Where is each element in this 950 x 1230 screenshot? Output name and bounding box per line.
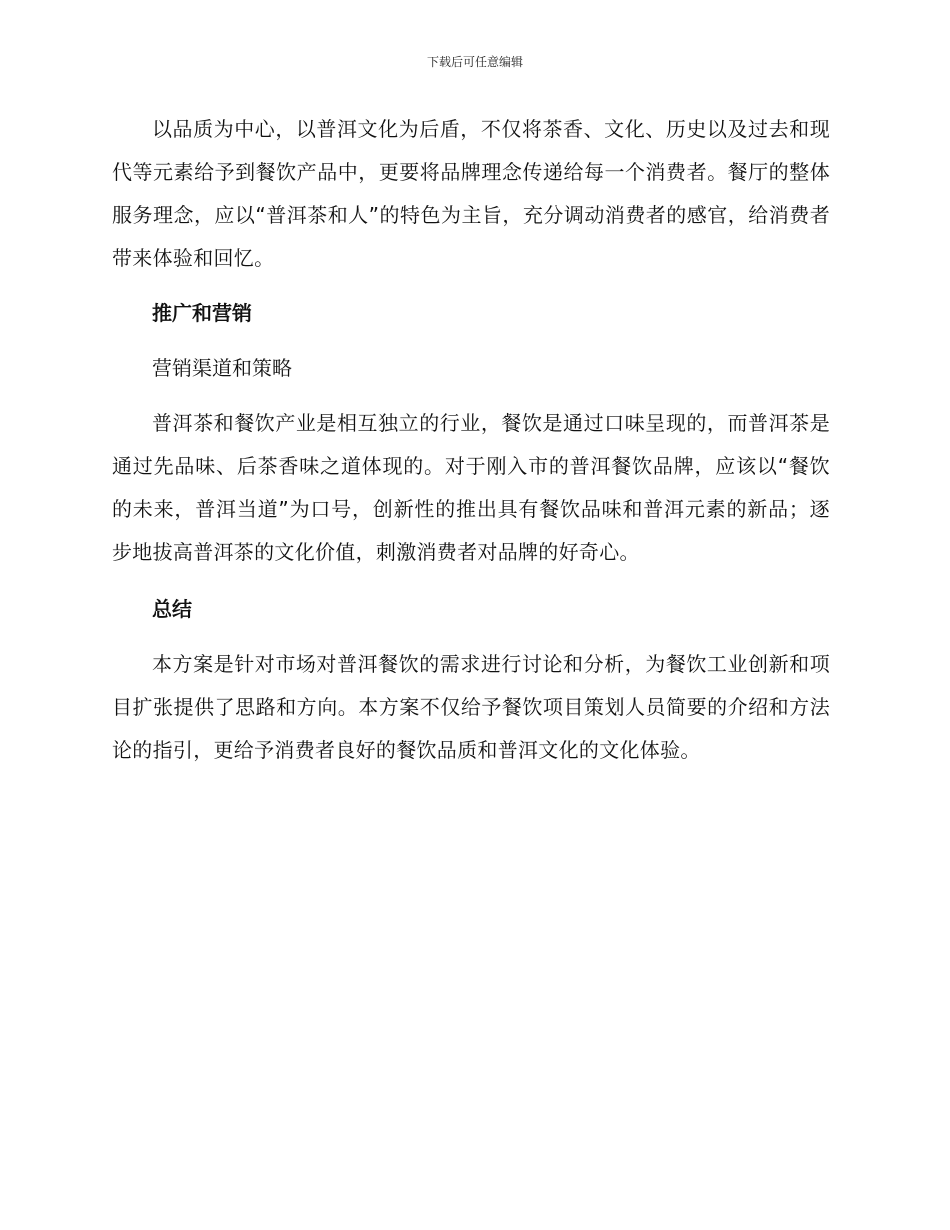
marketing-subheading: 营销渠道和策略 [152,356,292,380]
page-header: 下载后可任意编辑 [426,55,523,69]
summary-paragraph: 本方案是针对市场对普洱餐饮的需求进行讨论和分析，为餐饮工业创新和项目扩张提供了思路和方向。本方案不仅给予餐饮项目策划人员简要的介绍和方法论的指引，更给予消费者良好的餐饮品质和普洱文化的文化体验。 [112,652,830,762]
marketing-paragraph: 普洱茶和餐饮产业是相互独立的行业，餐饮是通过口味呈现的，而普洱茶是通过先品味、后茶香味之道体现的。对于刚入市的普洱餐饮品牌，应该以“餐饮的未来，普洱当道”为口号，创新性的推出具有餐饮品味和普洱元素的新品；逐步地拔高普洱茶的文化价值，刺激消费者对品牌的好奇心。 [112,411,830,564]
document-body [112,108,830,772]
intro-paragraph: 以品质为中心，以普洱文化为后盾，不仅将茶香、文化、历史以及过去和现代等元素给予到餐饮产品中，更要将品牌理念传递给每一个消费者。餐厅的整体服务理念，应以“普洱茶和人”的特色为主旨，充分调动消费者的感官，给消费者带来体验和回忆。 [112,117,830,270]
marketing-heading: 推广和营销 [152,301,252,325]
summary-heading: 总结 [152,597,192,621]
